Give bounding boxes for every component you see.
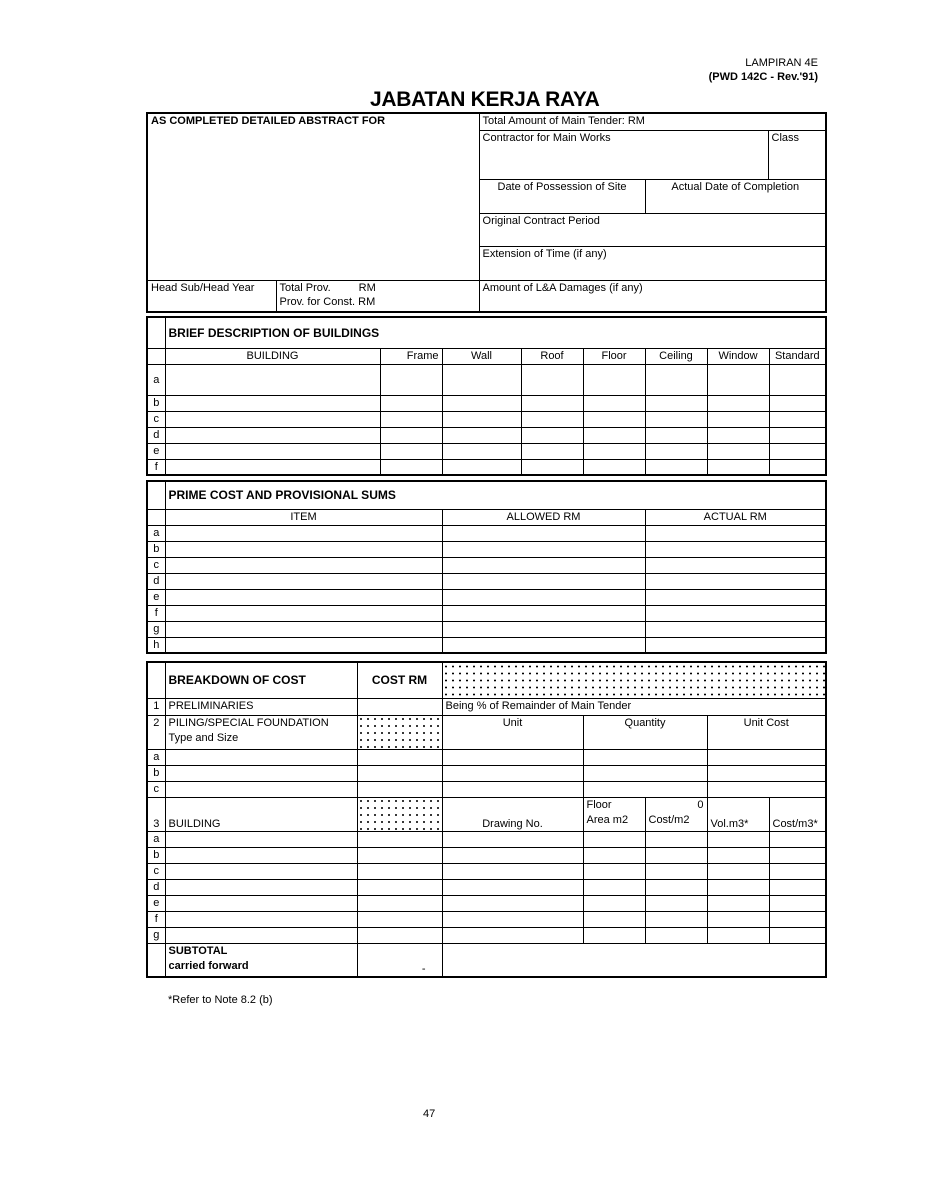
total-prov-field[interactable] (276, 280, 479, 312)
lampiran-label: LAMPIRAN 4E (745, 57, 818, 69)
table-row (147, 364, 826, 395)
contractor-field[interactable] (479, 130, 768, 179)
preliminaries-label: PRELIMINARIES (165, 698, 357, 715)
date-possession-field[interactable] (479, 179, 645, 213)
class-label: Class (771, 131, 800, 144)
row-index: h (147, 637, 165, 653)
table-row (147, 459, 826, 475)
contractor-label: Contractor for Main Works (482, 131, 611, 144)
contract-info-table (146, 112, 827, 313)
table-row (147, 541, 826, 557)
col-item: ITEM (165, 509, 442, 525)
table-row (147, 621, 826, 637)
prime-cost-table (146, 480, 827, 654)
table-row (147, 847, 826, 863)
table-row (147, 443, 826, 459)
row-index: e (147, 895, 165, 911)
class-field[interactable] (768, 130, 826, 179)
row-index: a (147, 364, 165, 395)
table-row (147, 879, 826, 895)
area-m2-label: Area m2 (586, 813, 629, 826)
col-unit-cost: Unit Cost (707, 715, 826, 749)
table-row (147, 895, 826, 911)
abstract-for-field[interactable] (147, 113, 479, 280)
breakdown-section-title: BREAKDOWN OF COST (165, 662, 357, 698)
page-number: 47 (423, 1108, 436, 1120)
lad-field[interactable] (479, 280, 826, 312)
buildings-table (146, 316, 827, 476)
total-amount-field[interactable] (479, 113, 826, 130)
shaded-cell (357, 797, 442, 831)
subtotal-value[interactable]: - (357, 943, 442, 977)
floor-label: Floor (586, 798, 612, 811)
table-row (147, 927, 826, 943)
col-ceiling: Ceiling (645, 348, 707, 364)
table-row (147, 557, 826, 573)
table-row (147, 831, 826, 847)
table-row (147, 411, 826, 427)
row-index: b (147, 847, 165, 863)
head-sub-field[interactable] (147, 280, 276, 312)
cost-m3-label: Cost/m3* (769, 797, 826, 831)
table-row (147, 765, 826, 781)
extension-field[interactable] (479, 246, 826, 280)
col-window: Window (707, 348, 769, 364)
carried-forward-label: carried forward (168, 959, 249, 972)
abstract-for-label: AS COMPLETED DETAILED ABSTRACT FOR (151, 115, 386, 127)
row-index: e (147, 589, 165, 605)
table-row (147, 781, 826, 797)
being-percent-label: Being % of Remainder of Main Tender (442, 698, 826, 715)
table-row (147, 863, 826, 879)
original-period-label: Original Contract Period (482, 214, 600, 227)
preliminaries-cost[interactable] (357, 698, 442, 715)
row-index: 3 (147, 797, 165, 831)
col-wall: Wall (442, 348, 521, 364)
row-index: a (147, 749, 165, 765)
building-label: BUILDING (165, 797, 357, 831)
row-index: f (147, 911, 165, 927)
shaded-cell (442, 662, 826, 698)
buildings-section-title: BRIEF DESCRIPTION OF BUILDINGS (165, 317, 826, 348)
table-row (147, 911, 826, 927)
buildings-title-index (147, 317, 165, 348)
total-prov-label: Total Prov. (279, 281, 331, 294)
extension-label: Extension of Time (if any) (482, 247, 607, 260)
col-quantity: Quantity (583, 715, 707, 749)
date-possession-label: Date of Possession of Site (497, 180, 627, 193)
table-row (147, 749, 826, 765)
row-index: c (147, 411, 165, 427)
total-amount-label: Total Amount of Main Tender: RM (482, 115, 645, 127)
page-title: JABATAN KERJA RAYA (370, 88, 600, 111)
total-prov-rm: RM (358, 281, 376, 294)
col-drawing-no: Drawing No. (442, 797, 583, 831)
table-row (147, 589, 826, 605)
prov-const-label: Prov. for Const. RM (279, 295, 376, 308)
original-period-field[interactable] (479, 213, 826, 246)
col-floor: Floor (583, 348, 645, 364)
row-index: d (147, 573, 165, 589)
row-index: g (147, 621, 165, 637)
row-index: b (147, 541, 165, 557)
col-unit: Unit (442, 715, 583, 749)
row-index: e (147, 443, 165, 459)
cost-rm-header: COST RM (357, 662, 442, 698)
shaded-cell (357, 715, 442, 749)
row-index: c (147, 557, 165, 573)
col-actual: ACTUAL RM (645, 509, 826, 525)
row-index: f (147, 605, 165, 621)
row-index: d (147, 427, 165, 443)
row-index: c (147, 863, 165, 879)
piling-label: PILING/SPECIAL FOUNDATION (168, 716, 329, 729)
row-index: d (147, 879, 165, 895)
floor-area-zero: 0 (697, 798, 704, 811)
table-row (147, 427, 826, 443)
col-building: BUILDING (165, 348, 380, 364)
col-allowed: ALLOWED RM (442, 509, 645, 525)
row-index: c (147, 781, 165, 797)
row-index: 1 (147, 698, 165, 715)
prime-section-title: PRIME COST AND PROVISIONAL SUMS (165, 481, 826, 509)
head-sub-label: Head Sub/Head Year (151, 281, 255, 294)
row-index: a (147, 525, 165, 541)
cost-m2-label: Cost/m2 (648, 813, 690, 826)
row-index: b (147, 395, 165, 411)
type-size-label: Type and Size (168, 731, 239, 744)
lad-label: Amount of L&A Damages (if any) (482, 281, 643, 294)
col-roof: Roof (521, 348, 583, 364)
actual-completion-label: Actual Date of Completion (671, 180, 800, 193)
vol-m3-label: Vol.m3* (707, 797, 769, 831)
subtotal-label: SUBTOTAL (168, 944, 228, 957)
row-index: g (147, 927, 165, 943)
table-row (147, 395, 826, 411)
row-index: a (147, 831, 165, 847)
row-index: b (147, 765, 165, 781)
table-row (147, 637, 826, 653)
footnote: *Refer to Note 8.2 (b) (168, 994, 273, 1006)
table-row (147, 605, 826, 621)
actual-completion-field[interactable] (645, 179, 826, 213)
col-standard: Standard (769, 348, 826, 364)
row-index: 2 (147, 715, 165, 749)
table-row (147, 573, 826, 589)
form-reference: (PWD 142C - Rev.'91) (708, 71, 818, 83)
col-frame: Frame (380, 348, 442, 364)
breakdown-cost-table (146, 661, 827, 978)
row-index: f (147, 459, 165, 475)
table-row (147, 525, 826, 541)
